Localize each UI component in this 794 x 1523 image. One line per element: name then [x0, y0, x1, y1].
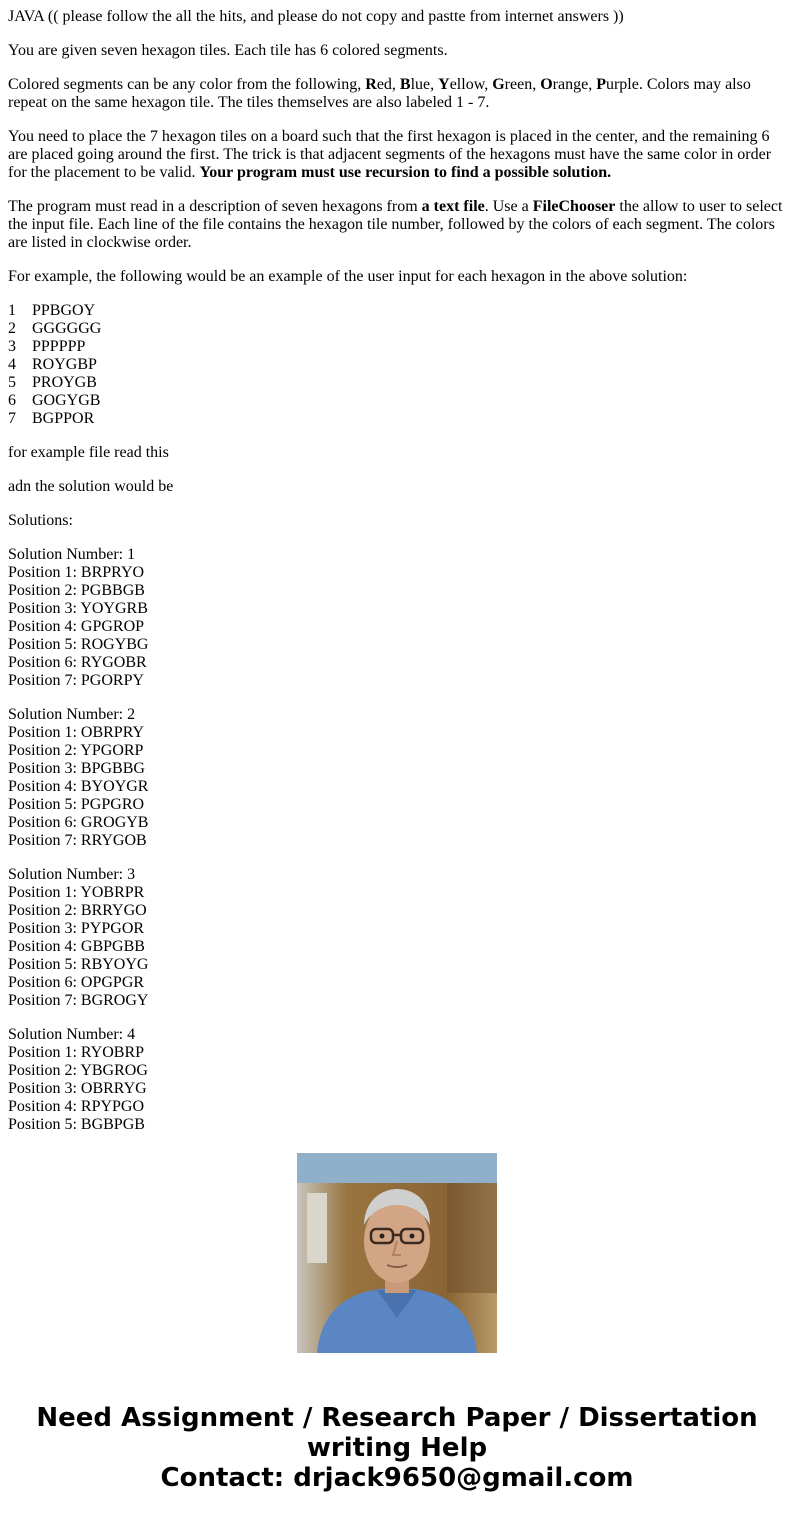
solution-position: Position 6: RYGOBR [8, 654, 147, 671]
input-file-paragraph: The program must read in a description of seven hexagons from a text file. Use a FileChooser the allow to user to select the input file. Each line of the file contains the hexagon tile number, followed by the colors of each segment. The colors are listed in clockwise order. [8, 198, 783, 251]
file-note: for example file read this [8, 444, 169, 461]
question-content [8, 8, 786, 1133]
colors-paragraph: Colored segments can be any color from the following, Red, Blue, Yellow, Green, Orange, Purple. Colors may also repeat on the same hexagon tile. The tiles themselves are also labeled 1 - 7. [8, 76, 751, 111]
solution-position: Position 5: ROGYBG [8, 636, 149, 653]
solution-position: Position 1: BRPRYO [8, 564, 145, 581]
solution-position: Position 5: PGPGRO [8, 796, 145, 813]
solution-position: Position 6: GROGYB [8, 814, 149, 831]
solution-position: Position 7: BGROGY [8, 992, 149, 1009]
solution-position: Position 3: YOYGRB [8, 600, 148, 617]
solution-position: Position 6: OPGPGR [8, 974, 145, 991]
tile-row: 5 PROYGB [8, 374, 97, 391]
solution-position: Position 4: BYOYGR [8, 778, 149, 795]
tiles-paragraph: You are given seven hexagon tiles. Each tile has 6 colored segments. [8, 42, 448, 59]
tile-input-list [8, 302, 786, 428]
solution-position: Position 2: YBGROG [8, 1062, 148, 1079]
solution-block-4 [8, 1026, 786, 1134]
solution-position: Position 4: GBPGBB [8, 938, 145, 955]
example-paragraph: For example, the following would be an example of the user input for each hexagon in the above solution: [8, 268, 688, 285]
placement-paragraph: You need to place the 7 hexagon tiles on a board such that the first hexagon is placed in the center, and the remaining 6 are placed going around the first. The trick is that adjacent segments of the hexagons must have the same color in order for the placement to be valid. Your program must use recursion to find a possible solution. [8, 128, 772, 181]
solution-position: Position 2: YPGORP [8, 742, 144, 759]
solution-position: Position 5: RBYOYG [8, 956, 149, 973]
tile-row: 2 GGGGGG [8, 320, 102, 337]
solution-position: Position 4: GPGROP [8, 618, 145, 635]
solution-position: Position 7: RRYGOB [8, 832, 147, 849]
tile-row: 3 PPPPPP [8, 338, 86, 355]
solution-header: Solution Number: 4 [8, 1026, 136, 1043]
tutor-portrait-image [297, 1153, 497, 1353]
solution-block-1 [8, 546, 786, 690]
solution-header: Solution Number: 1 [8, 546, 136, 563]
solution-position: Position 5: BGBPGB [8, 1116, 145, 1133]
solution-header: Solution Number: 2 [8, 706, 136, 723]
tile-row: 7 BGPPOR [8, 410, 95, 427]
solution-block-3 [8, 866, 786, 1010]
solution-header: Solution Number: 3 [8, 866, 136, 883]
banner-line-1: Need Assignment / Research Paper / Dissertation [36, 1403, 758, 1433]
promo-banner [0, 1403, 794, 1493]
solution-note: adn the solution would be [8, 478, 174, 495]
solution-position: Position 3: BPGBBG [8, 760, 145, 777]
solution-position: Position 1: RYOBRP [8, 1044, 145, 1061]
tile-row: 1 PPBGOY [8, 302, 96, 319]
solution-position: Position 1: YOBRPR [8, 884, 145, 901]
solution-block-2 [8, 706, 786, 850]
recursion-requirement: Your program must use recursion to find a possible solution. [199, 164, 612, 181]
solution-position: Position 2: BRRYGO [8, 902, 147, 919]
tutor-avatar [297, 1153, 497, 1353]
solution-position: Position 4: RPYPGO [8, 1098, 145, 1115]
solution-position: Position 7: PGORPY [8, 672, 145, 689]
tile-row: 6 GOGYGB [8, 392, 101, 409]
banner-contact: Contact: drjack9650@gmail.com [160, 1463, 634, 1493]
solution-position: Position 3: PYPGOR [8, 920, 145, 937]
solution-position: Position 3: OBRRYG [8, 1080, 147, 1097]
solution-position: Position 2: PGBBGB [8, 582, 145, 599]
tile-row: 4 ROYGBP [8, 356, 97, 373]
question-title-line: JAVA (( please follow the all the hits, and please do not copy and pastte from internet answers )) [8, 8, 624, 25]
banner-line-2: writing Help [306, 1433, 488, 1463]
solutions-heading: Solutions: [8, 512, 73, 529]
solution-position: Position 1: OBRPRY [8, 724, 145, 741]
